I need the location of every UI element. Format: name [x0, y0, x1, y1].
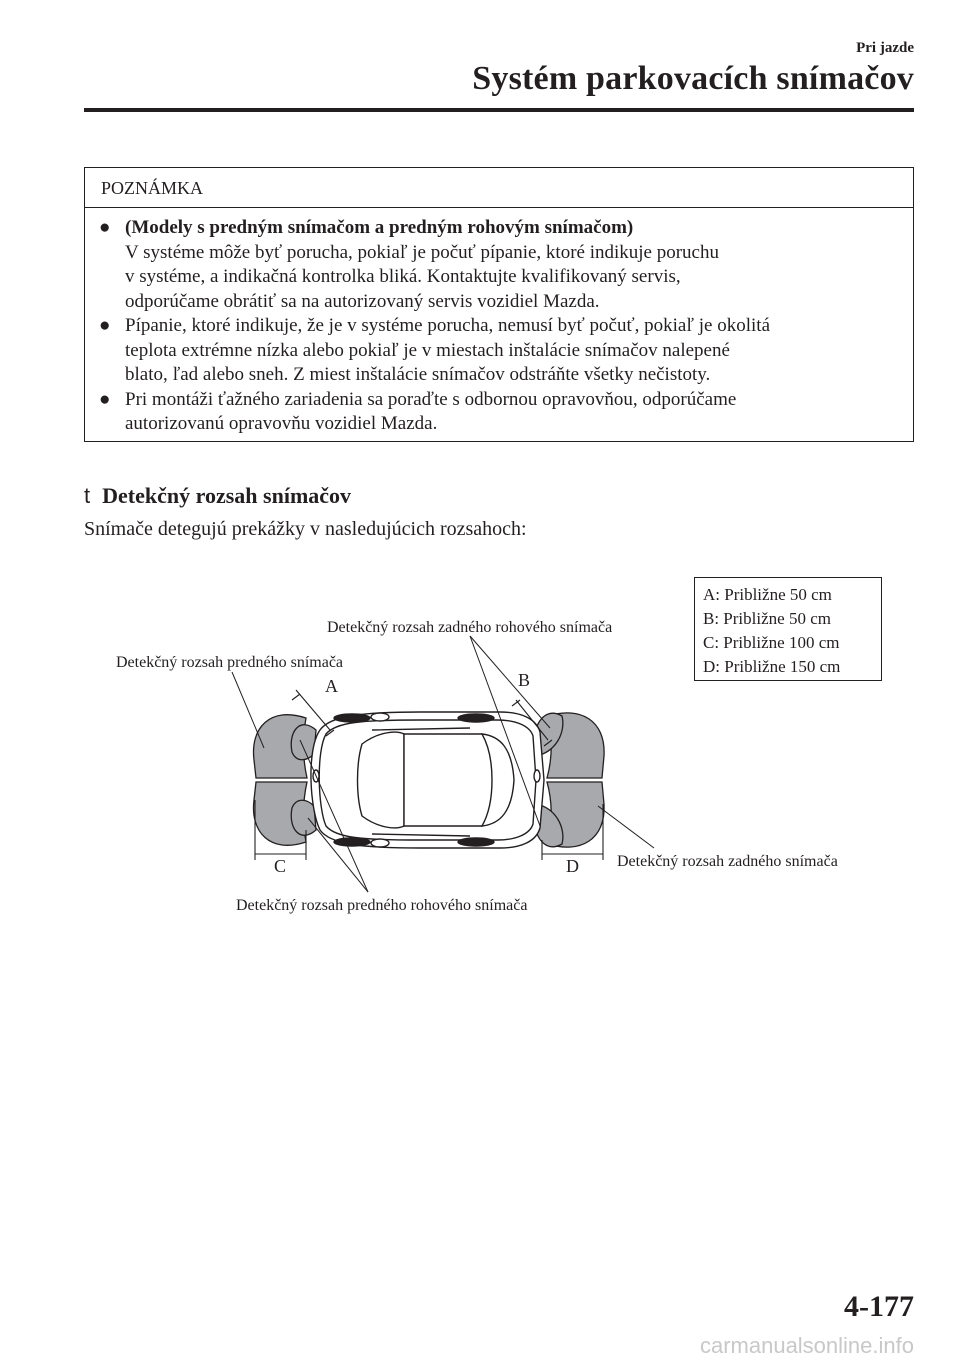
section-heading: [84, 483, 351, 509]
windshield: [358, 732, 405, 828]
note-line: teplota extrémne nízka alebo pokiaľ je v miestach inštalácie snímačov nalepené: [125, 339, 730, 361]
note-line: Pípanie, ktoré indikuje, že je v systéme porucha, nemusí byť počuť, pokiaľ je okolitá: [125, 315, 770, 336]
note-line: autorizovanú opravovňu vozidiel Mazda.: [125, 413, 438, 434]
note-line: Pri montáži ťažného zariadenia sa poraďte s odbornou opravovňou, odporúčame: [125, 388, 737, 410]
note-item: [99, 314, 899, 388]
legend-box: [694, 577, 882, 681]
label-b: B: [518, 670, 531, 690]
wheel-rear-top: [458, 714, 494, 722]
note-line: blato, ľad alebo sneh. Z miest inštalácie snímačov odstráňte všetky nečistoty.: [125, 364, 711, 385]
footer-watermark[interactable]: carmanualsonline.info: [699, 1333, 914, 1358]
legend-item: A: Približne 50 cm: [703, 585, 832, 604]
section-marker-icon: t: [84, 483, 91, 508]
note-list: [85, 208, 913, 437]
front-corner-zone-lower: [291, 800, 316, 835]
section-heading-text: Detekčný rozsah snímačov: [102, 483, 352, 508]
legend-item: D: Približne 150 cm: [703, 657, 841, 676]
side-mirror-bottom: [371, 839, 389, 847]
legend-item: C: Približne 100 cm: [703, 633, 840, 652]
label-front: Detekčný rozsah predného snímača: [116, 654, 344, 671]
leader-front: [232, 672, 264, 748]
note-line: v systéme, a indikačná kontrolka bliká. Kontaktujte kvalifikovaný servis,: [125, 266, 681, 287]
leader-rear: [598, 806, 654, 848]
label-a: A: [325, 676, 338, 696]
note-line: odporúčame obrátiť sa na autorizovaný servis vozidiel Mazda.: [125, 290, 600, 312]
intro-text: Snímače detegujú prekážky v nasledujúcich rozsahoch:: [84, 518, 527, 540]
page-number: 4-177: [844, 1290, 914, 1323]
note-item: [99, 216, 899, 314]
wheel-front-bottom: [334, 838, 370, 846]
side-mirror-top: [371, 713, 389, 721]
bullet-icon: ●: [99, 388, 111, 410]
note-item-heading: (Modely s predným snímačom a predným rohovým snímačom): [125, 217, 634, 238]
label-d: D: [566, 856, 579, 876]
wheel-front-top: [334, 714, 370, 722]
note-line: V systéme môže byť porucha, pokiaľ je počuť pípanie, ktoré indikuje poruchu: [125, 241, 719, 263]
dim-a-tick1: [292, 694, 300, 700]
bullet-icon: ●: [99, 217, 111, 238]
header-rule: [84, 108, 914, 112]
car-icon: [311, 712, 544, 848]
page-title: Systém parkovacích snímačov: [472, 60, 914, 97]
note-box: [84, 167, 914, 442]
label-front-corner: Detekčný rozsah predného rohového snímača: [236, 897, 528, 914]
note-item: [99, 388, 899, 437]
roof: [404, 734, 494, 826]
label-c: C: [274, 856, 287, 876]
label-rear-corner: Detekčný rozsah zadného rohového snímača: [327, 619, 613, 636]
bullet-icon: ●: [99, 315, 111, 336]
note-title: POZNÁMKA: [85, 168, 913, 208]
rear-sensor: [534, 770, 540, 782]
label-rear: Detekčný rozsah zadného snímača: [617, 853, 838, 870]
wheel-rear-bottom: [458, 838, 494, 846]
header-section: Pri jazde: [856, 40, 914, 56]
legend-item: B: Približne 50 cm: [703, 609, 831, 628]
